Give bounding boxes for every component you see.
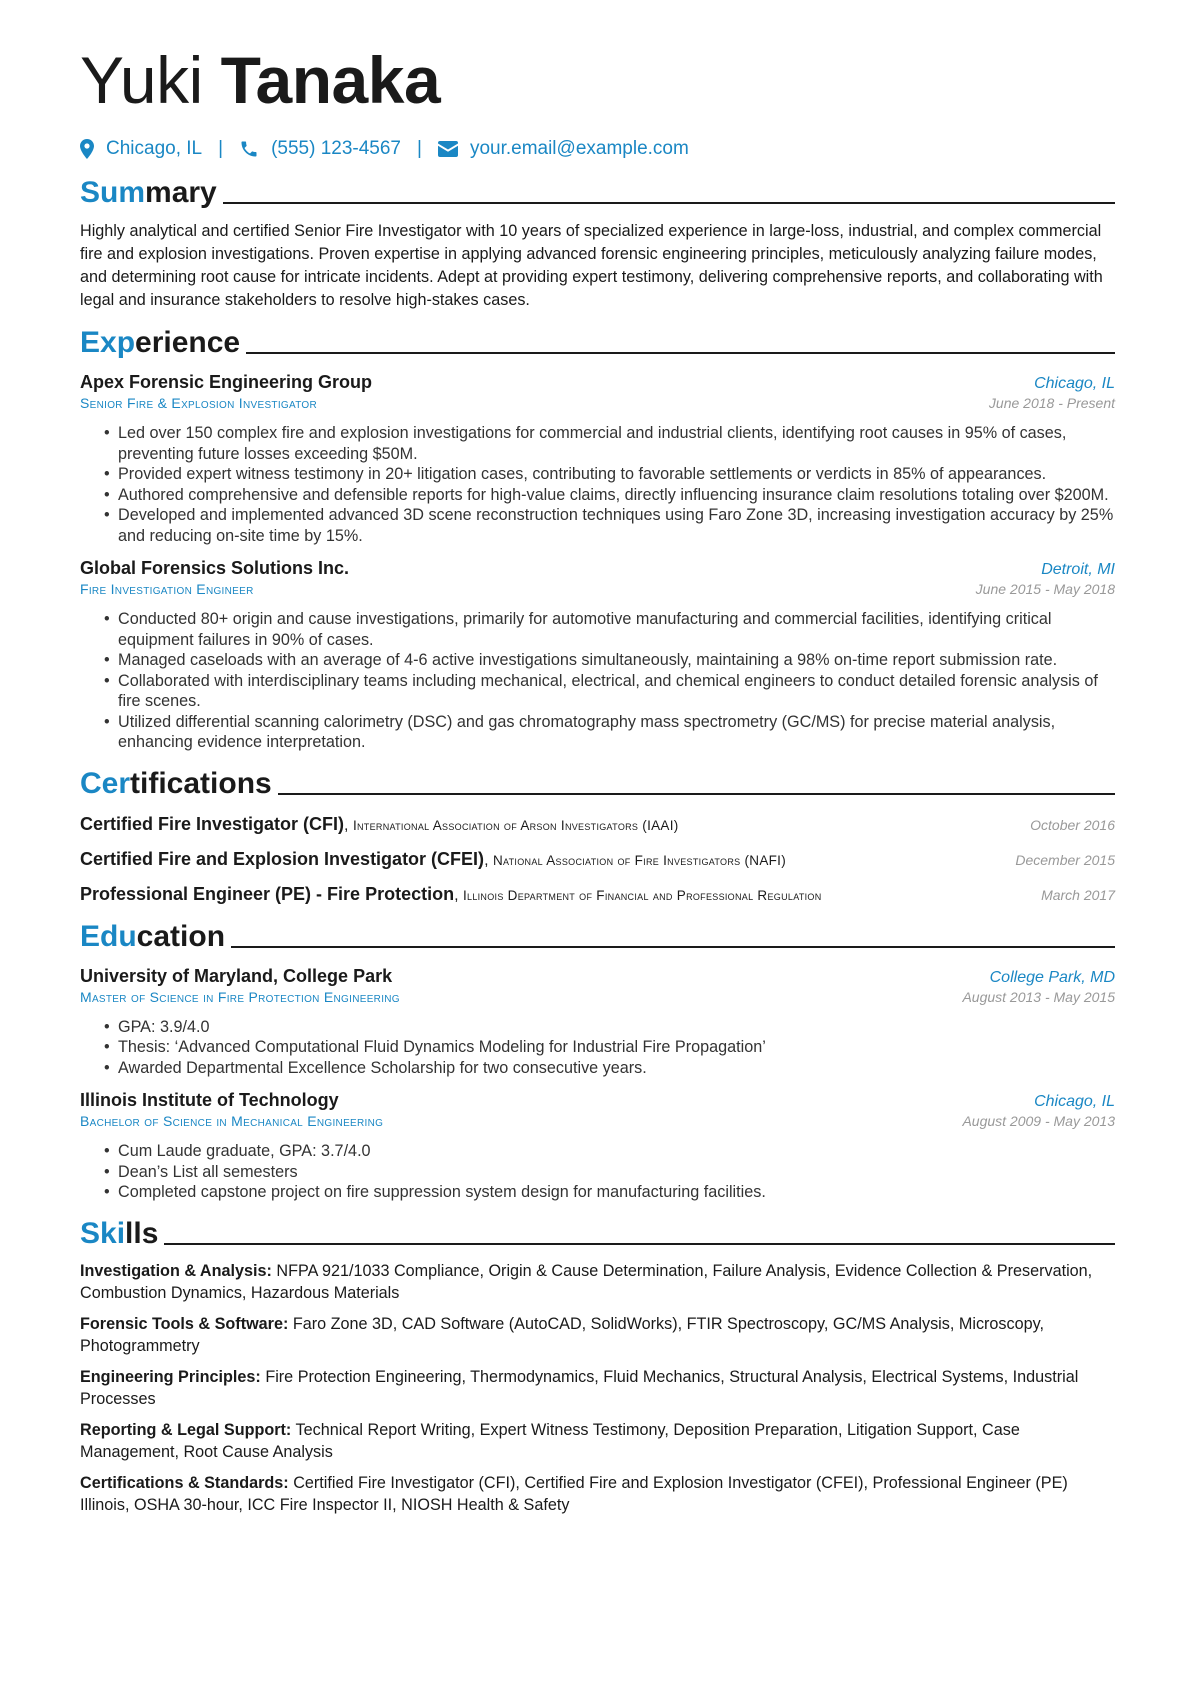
section-rule (246, 352, 1115, 354)
section-header (80, 1213, 1115, 1251)
job-dates: June 2018 - Present (988, 395, 1115, 411)
education-section (80, 916, 1115, 1203)
certification-date: October 2016 (1030, 816, 1115, 833)
skill-group (80, 1313, 1115, 1357)
skill-list: NFPA 921/1033 Compliance, Origin & Cause Determination, Failure Analysis, Evidence Collection & Preservation, Combustion Dynamics, Hazardous Materials (80, 1261, 1093, 1302)
skill-list: Faro Zone 3D, CAD Software (AutoCAD, SolidWorks), FTIR Spectroscopy, GC/MS Analysis, Microscopy, Photogrammetry (80, 1314, 1045, 1355)
experience-section (80, 322, 1115, 753)
bullet-item: • Cum Laude graduate, GPA: 3.7/4.0 (104, 1141, 1115, 1162)
skill-list: Technical Report Writing, Expert Witness Testimony, Deposition Preparation, Litigation Support, Case Management, Root Cause Analysis (80, 1420, 1020, 1461)
job-entry (80, 372, 1115, 546)
certification-date: December 2015 (1015, 851, 1115, 868)
section-title-rest: mary (145, 176, 217, 209)
education-bullets (80, 1141, 1115, 1203)
job-location: Detroit, MI (1041, 561, 1115, 578)
degree: Bachelor of Science in Mechanical Engineering (80, 1113, 384, 1129)
school-dates: August 2009 - May 2013 (962, 1113, 1115, 1129)
summary-section (80, 172, 1115, 312)
bullet-item: • Managed caseloads with an average of 4-6 active investigations simultaneously, maintaining a 98% on-time report submission rate. (104, 650, 1115, 671)
section-header (80, 763, 1115, 801)
bullet-item: • Awarded Departmental Excellence Scholarship for two consecutive years. (104, 1058, 1115, 1079)
school-location: Chicago, IL (1034, 1093, 1115, 1110)
school-dates: August 2013 - May 2015 (962, 988, 1115, 1005)
certifications-section (80, 763, 1115, 906)
skill-label: Engineering Principles: (80, 1367, 261, 1386)
certification-issuer: National Association of Fire Investigators (NAFI) (492, 852, 787, 868)
certification-entry: Certified Fire Investigator (CFI), International Association of Arson Investigators (IAAI) October 2016 (80, 813, 1115, 834)
certification-issuer: Illinois Department of Financial and Professional Regulation (462, 887, 822, 903)
section-title-accent: Cer (80, 766, 131, 800)
education-entry (80, 1090, 1115, 1203)
map-pin-icon (80, 139, 94, 159)
bullet-item: • GPA: 3.9/4.0 (104, 1017, 1115, 1038)
skill-group (80, 1472, 1115, 1516)
bullet-item: • Utilized differential scanning calorimetry (DSC) and gas chromatography mass spectrometry (GC/MS) for precise material analysis, enhancing evidence interpretation. (104, 712, 1115, 753)
location-text: Chicago, IL (106, 138, 203, 159)
skill-label: Reporting & Legal Support: (80, 1420, 292, 1439)
section-header (80, 322, 1115, 360)
section-rule (223, 202, 1115, 204)
bullet-item: • Led over 150 complex fire and explosion investigations for commercial and industrial clients, identifying root causes in 95% of cases, preventing future losses exceeding $50M. (104, 423, 1115, 464)
contact-line (80, 136, 1115, 162)
bullet-item: • Thesis: ‘Advanced Computational Fluid Dynamics Modeling for Industrial Fire Propagation’ (104, 1037, 1115, 1058)
job-dates: June 2015 - May 2018 (975, 581, 1115, 597)
last-name: Tanaka (220, 43, 441, 117)
certification-issuer: International Association of Arson Investigators (IAAI) (352, 817, 679, 833)
bullet-item: • Completed capstone project on fire suppression system design for manufacturing facilities. (104, 1182, 1115, 1203)
skill-group (80, 1366, 1115, 1410)
skill-label: Forensic Tools & Software: (80, 1314, 289, 1333)
job-bullets (80, 609, 1115, 753)
skill-list: Certified Fire Investigator (CFI), Certified Fire and Explosion Investigator (CFEI), Professional Engineer (PE) Illinois, OSHA 30-hour, ICC Fire Inspector II, NIOSH Health & Safety (80, 1473, 1068, 1514)
first-name: Yuki (80, 43, 203, 117)
skill-label: Certifications & Standards: (80, 1473, 289, 1492)
section-rule (164, 1243, 1115, 1245)
skill-list: Fire Protection Engineering, Thermodynamics, Fluid Mechanics, Structural Analysis, Electrical Systems, Industrial Processes (80, 1367, 1079, 1408)
school-location: College Park, MD (989, 968, 1115, 986)
summary-text: Highly analytical and certified Senior Fire Investigator with 10 years of specialized experience in large-loss, industrial, and complex commercial fire and explosion investigations. Proven expertise in applying advanced forensic engineering principles, meticulously analyzing failure modes, and determining root cause for intricate incidents. Adept at providing expert testimony, delivering comprehensive reports, and collaborating with legal and insurance stakeholders to resolve high-stakes cases. (80, 222, 1103, 309)
section-rule (231, 946, 1115, 948)
school-name: Illinois Institute of Technology (80, 1090, 339, 1110)
section-title (80, 176, 217, 210)
certification-name: Certified Fire Investigator (CFI) (80, 813, 345, 834)
job-entry (80, 558, 1115, 753)
job-company: Apex Forensic Engineering Group (80, 372, 373, 392)
skill-group (80, 1260, 1115, 1304)
contact-phone[interactable] (239, 138, 401, 160)
phone-text: (555) 123-4567 (271, 138, 401, 159)
section-title-rest: cation (136, 919, 226, 953)
section-title-rest: erience (135, 326, 241, 359)
section-title-accent: Sum (80, 176, 146, 209)
certification-entry: Certified Fire and Explosion Investigator (CFEI), National Association of Fire Investigators (NAFI) December 2015 (80, 848, 1115, 869)
section-header (80, 172, 1115, 210)
candidate-name (80, 44, 1115, 116)
education-bullets (80, 1017, 1115, 1079)
section-title (80, 326, 240, 360)
contact-separator: | (218, 138, 224, 159)
job-company: Global Forensics Solutions Inc. (80, 558, 350, 578)
section-title-accent: Ski (80, 1216, 126, 1250)
job-title: Senior Fire & Explosion Investigator (80, 395, 318, 411)
degree: Master of Science in Fire Protection Engineering (80, 988, 400, 1005)
section-header (80, 916, 1115, 954)
skill-label: Investigation & Analysis: (80, 1261, 272, 1280)
certification-entry: Professional Engineer (PE) - Fire Protection, Illinois Department of Financial and Professional Regulation March 2017 (80, 883, 1115, 904)
phone-icon (239, 139, 259, 159)
bullet-item: • Authored comprehensive and defensible reports for high-value claims, directly influencing insurance claim resolutions totaling over $200M. (104, 485, 1115, 506)
section-title (80, 767, 272, 801)
contact-email[interactable] (438, 138, 689, 160)
contact-location (80, 138, 202, 160)
section-title-accent: Edu (80, 919, 137, 953)
envelope-icon (438, 141, 458, 157)
section-title (80, 1217, 158, 1251)
bullet-item: • Collaborated with interdisciplinary teams including mechanical, electrical, and chemical engineers to conduct detailed forensic analysis of fire scenes. (104, 671, 1115, 712)
job-location: Chicago, IL (1034, 375, 1115, 392)
skill-group (80, 1419, 1115, 1463)
bullet-item: • Developed and implemented advanced 3D scene reconstruction techniques using Faro Zone 3D, increasing investigation accuracy by 25% and reducing on-site time by 15%. (104, 505, 1115, 546)
bullet-item: • Dean’s List all semesters (104, 1162, 1115, 1183)
section-title-rest: tifications (130, 766, 272, 800)
certification-name: Professional Engineer (PE) - Fire Protection (80, 883, 455, 904)
school-name: University of Maryland, College Park (80, 965, 393, 986)
bullet-item: • Provided expert witness testimony in 20+ litigation cases, contributing to favorable settlements or verdicts in 85% of appearances. (104, 464, 1115, 485)
skills-section (80, 1213, 1115, 1516)
certification-name: Certified Fire and Explosion Investigator (CFEI) (80, 848, 485, 869)
email-link[interactable]: your.email@example.com (469, 138, 689, 159)
certification-date: March 2017 (1041, 886, 1115, 903)
section-title-accent: Exp (80, 326, 136, 359)
job-bullets (80, 423, 1115, 546)
section-rule (278, 793, 1115, 795)
contact-separator: | (417, 138, 422, 159)
education-entry (80, 966, 1115, 1079)
section-title (80, 920, 225, 954)
section-title-rest: lls (125, 1216, 159, 1250)
bullet-item: • Conducted 80+ origin and cause investigations, primarily for automotive manufacturing and commercial facilities, identifying critical equipment failures in 90% of cases. (104, 609, 1115, 650)
job-title: Fire Investigation Engineer (80, 581, 254, 597)
